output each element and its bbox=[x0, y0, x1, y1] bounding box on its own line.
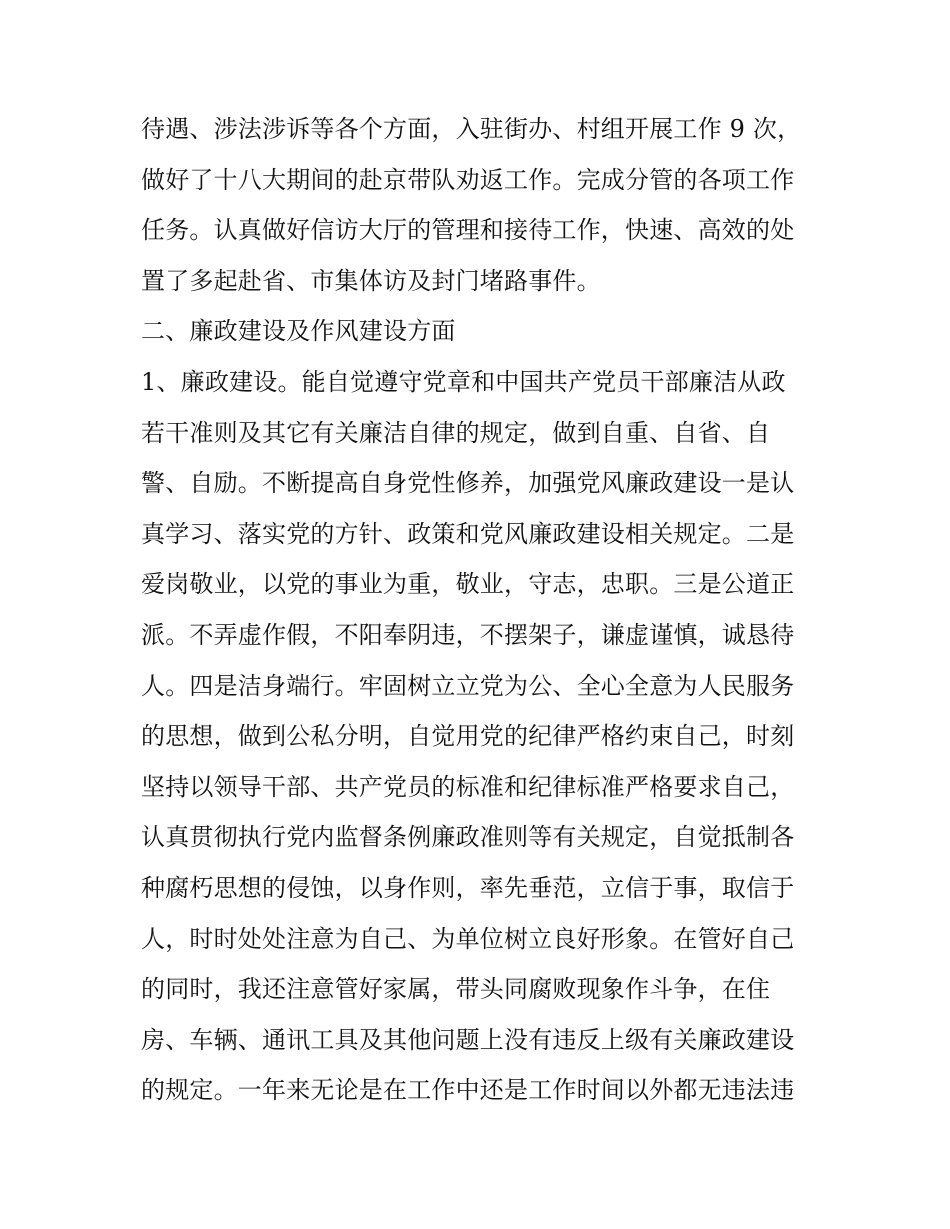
text-line: 认真贯彻执行党内监督条例廉政准则等有关规定，自觉抵制各 bbox=[141, 823, 795, 852]
text-line: 真学习、落实党的方针、政策和党风廉政建设相关规定。二是 bbox=[141, 519, 795, 548]
text-line: 做好了十八大期间的赴京带队劝返工作。完成分管的各项工作 bbox=[141, 165, 795, 194]
text-line: 种腐朽思想的侵蚀，以身作则，率先垂范，立信于事，取信于 bbox=[141, 873, 795, 902]
text-line: 人。四是洁身端行。牢固树立立党为公、全心全意为人民服务 bbox=[141, 671, 795, 700]
text-line: 任务。认真做好信访大厅的管理和接待工作，快速、高效的处 bbox=[141, 216, 795, 245]
text-line: 的思想，做到公私分明，自觉用党的纪律严格约束自己，时刻 bbox=[141, 722, 795, 751]
text-line: 房、车辆、通讯工具及其他问题上没有违反上级有关廉政建设 bbox=[141, 1025, 795, 1054]
text-line: 若干准则及其它有关廉洁自律的规定，做到自重、自省、自 bbox=[141, 418, 771, 447]
text-line: 坚持以领导干部、共产党员的标准和纪律标准严格要求自己， bbox=[141, 772, 795, 801]
text-line: 置了多起赴省、市集体访及封门堵路事件。 bbox=[141, 266, 601, 295]
document-body bbox=[141, 104, 821, 1116]
text-line: 人，时时处处注意为自己、为单位树立良好形象。在管好自己 bbox=[141, 924, 795, 953]
text-line: 爱岗敬业，以党的事业为重，敬业，守志，忠职。三是公道正 bbox=[141, 570, 795, 599]
text-line: 的同时，我还注意管好家属，带头同腐败现象作斗争，在住 bbox=[141, 975, 771, 1004]
text-line: 1、廉政建设。能自觉遵守党章和中国共产党员干部廉洁从政 bbox=[141, 367, 786, 396]
text-line: 待遇、涉法涉诉等各个方面，入驻街办、村组开展工作 9 次， bbox=[141, 115, 802, 143]
text-line: 的规定。一年来无论是在工作中还是工作时间以外都无违法违 bbox=[141, 1076, 795, 1105]
text-line: 派。不弄虚作假，不阳奉阴违，不摆架子，谦虚谨慎，诚恳待 bbox=[141, 620, 795, 649]
section-heading: 二、廉政建设及作风建设方面 bbox=[141, 317, 456, 346]
text-line: 警、自励。不断提高自身党性修养，加强党风廉政建设一是认 bbox=[141, 469, 795, 498]
